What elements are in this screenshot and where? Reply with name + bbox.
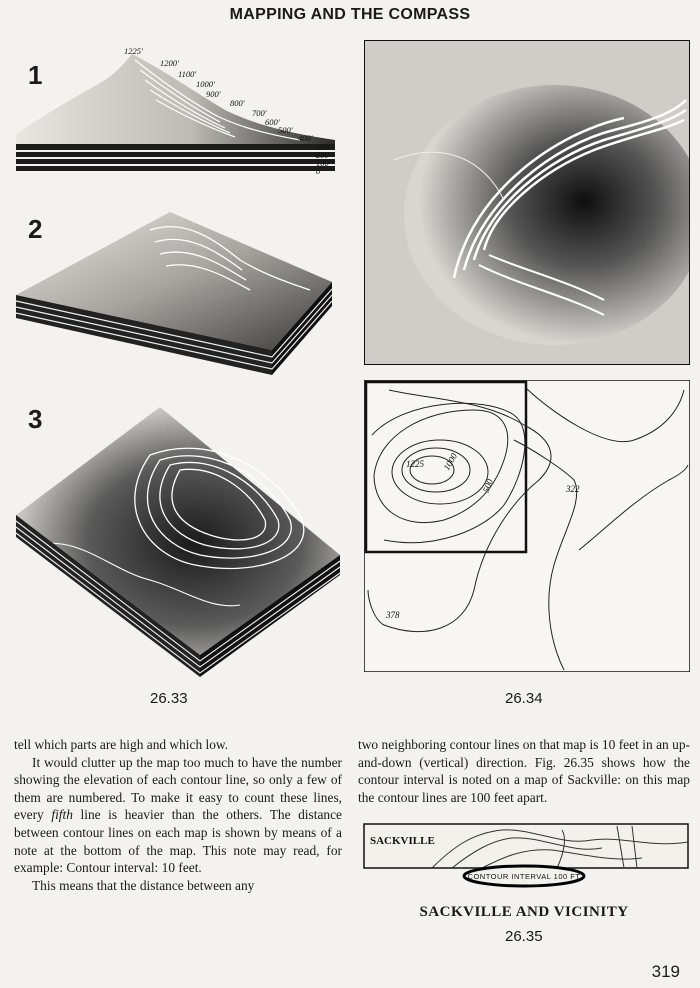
block-diagram-1 — [10, 40, 350, 190]
sackville-map — [362, 818, 690, 888]
block-diagram-3 — [10, 395, 350, 680]
elev-label: 1200' — [160, 58, 179, 68]
map-elevation-label: 1000 — [441, 451, 460, 472]
elev-label: 1225' — [124, 46, 143, 56]
elev-label: 800' — [230, 98, 245, 108]
page-header: MAPPING AND THE COMPASS — [229, 6, 471, 23]
elev-label: 600' — [265, 117, 280, 127]
elev-label: 700' — [252, 108, 267, 118]
paragraph: two neighboring contour lines on that map is 10 feet in an up-and-down (vertical) direction. Fig. 26.35 shows how the contour interval is noted on a map of Sackville: on this map the contour lines are 100 feet apart. — [358, 737, 690, 805]
contour-interval-note: CONTOUR INTERVAL 100 FT — [467, 872, 581, 881]
block-label-1: 1 — [28, 60, 43, 90]
right-column-text — [358, 736, 690, 806]
figure-caption-26-33: 26.33 — [150, 690, 188, 707]
paragraph: tell which parts are high and which low. — [14, 737, 229, 752]
map-elevation-label: 1225 — [406, 459, 424, 469]
map-elevation-label: 378 — [386, 610, 400, 620]
elev-label: 400' — [298, 133, 313, 143]
elev-label: 100' — [316, 158, 331, 168]
sackville-map-title: SACKVILLE — [370, 835, 435, 847]
figure-caption-26-35: 26.35 — [505, 928, 543, 945]
sackville-subtitle: SACKVILLE AND VICINITY — [419, 904, 629, 920]
figure-caption-26-34: 26.34 — [505, 690, 543, 707]
elev-label: 900' — [206, 89, 221, 99]
left-column-text — [14, 736, 342, 894]
block-label-2: 2 — [28, 214, 43, 244]
elev-label: 0 — [316, 166, 321, 176]
block-diagram-2 — [10, 200, 350, 395]
paragraph: This means that the distance between any — [32, 877, 255, 893]
contour-map — [364, 380, 690, 672]
elev-label: 1100' — [178, 69, 197, 79]
elev-label: 300' — [316, 142, 331, 152]
block-label-3: 3 — [28, 404, 43, 434]
aerial-photo — [364, 40, 690, 365]
paragraph: It would clutter up the map too much to have the number showing the elevation of each contour line, so only a few of them are numbered. To make it easy to count these lines, every fifth line is heavier than the others. The distance between contour lines on each map is shown by means of a note at the bottom of the map. This note may read, for example: Contour interval: 10 feet. — [14, 754, 342, 876]
map-elevation-label: 322 — [566, 484, 580, 494]
elev-label: 1000' — [196, 79, 215, 89]
page-number: 319 — [651, 962, 680, 981]
elev-label: 500' — [278, 125, 293, 135]
elev-label: 200' — [316, 150, 331, 160]
map-elevation-label: 500 — [480, 477, 495, 494]
